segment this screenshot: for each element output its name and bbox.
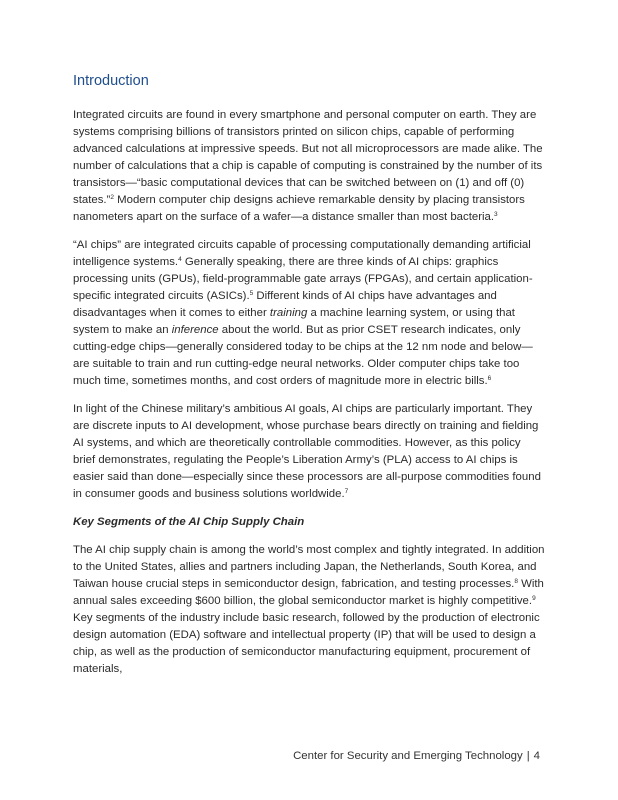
footnote-ref-7[interactable]: 7 <box>344 488 349 495</box>
footnote-ref-5[interactable]: 5 <box>249 290 254 297</box>
page-body <box>73 72 545 689</box>
paragraph-4 <box>73 542 545 678</box>
paragraph-2-text-d: a machine learning system, or using that system to make an <box>73 307 515 336</box>
paragraph-2-text-b: Generally speaking, there are three kinds of AI chips: graphics processing units (GPUs), field-programmable gate arrays (FPGAs), and certain application-specific integrated circuits (ASICs). <box>73 256 533 302</box>
paragraph-4-text-b: With annual sales exceeding $600 billion, the global semiconductor market is highly competitive. <box>73 578 544 607</box>
paragraph-3 <box>73 401 545 503</box>
subsection-heading: Key Segments of the AI Chip Supply Chain <box>73 516 305 528</box>
paragraph-4-text-c: Key segments of the industry include basic research, followed by the production of electronic design automation (EDA) software and intellectual property (IP) that will be used to design a chip, as well as the production of semiconductor manufacturing equipment, procurement of materials, <box>73 612 540 675</box>
footnote-ref-2[interactable]: 2 <box>110 194 114 201</box>
section-heading: Introduction <box>73 73 149 89</box>
footnote-ref-3[interactable]: 3 <box>494 211 498 218</box>
paragraph-3-text-a: In light of the Chinese military’s ambitious AI goals, AI chips are particularly important. They are discrete inputs to AI development, whose purchase bears directly on training and fielding AI systems, and which are theoretically controllable commodities. However, as this policy brief demonstrates, regulating the People’s Liberation Army’s (PLA) access to AI chips is easier said than done—especially since these processors are all-purpose commodities found in consumer goods and business solutions worldwide. <box>73 403 541 500</box>
footer-organization: Center for Security and Emerging Technology <box>293 750 523 762</box>
footnote-ref-8[interactable]: 8 <box>514 578 518 585</box>
page-number: 4 <box>533 750 540 762</box>
paragraph-4-text-a: The AI chip supply chain is among the world’s most complex and tightly integrated. In addition to the United States, allies and partners including Japan, the Netherlands, South Korea, and Taiwan house crucial steps in semiconductor design, fabrication, and testing processes. <box>73 544 545 590</box>
paragraph-2-text-e: about the world. But as prior CSET research indicates, only cutting-edge chips—generally considered today to be chips at the 12 nm node and below—are suitable to train and run cutting-edge neural networks. Older computer chips take too much time, sometimes months, and cost orders of magnitude more in electric bills. <box>73 324 533 387</box>
footer-separator: | <box>526 750 530 762</box>
emphasis-inference: inference <box>171 324 219 336</box>
page-footer <box>293 748 540 764</box>
paragraph-1-text-b: Modern computer chip designs achieve remarkable density by placing transistors nanometers apart on the surface of a wafer—a distance smaller than most bacteria. <box>73 194 525 223</box>
paragraph-1-text-a: Integrated circuits are found in every smartphone and personal computer on earth. They are systems comprising billions of transistors printed on silicon chips, capable of performing advanced calculations at impressive speeds. But not all microprocessors are made alike. The number of calculations that a chip is capable of computing is constrained by the number of its transistors—“basic computational devices that can be switched between on (1) and off (0) states.” <box>73 109 543 206</box>
paragraph-2-text-c: Different kinds of AI chips have advantages and disadvantages when it comes to either <box>73 290 497 319</box>
paragraph-2-text-a: “AI chips” are integrated circuits capable of processing computationally demanding artificial intelligence systems. <box>73 239 531 268</box>
footnote-ref-6[interactable]: 6 <box>487 375 492 382</box>
paragraph-1 <box>73 107 545 226</box>
footnote-ref-4[interactable]: 4 <box>178 256 182 263</box>
footnote-ref-9[interactable]: 9 <box>532 595 536 602</box>
paragraph-2 <box>73 237 545 390</box>
emphasis-training: training <box>269 307 308 319</box>
